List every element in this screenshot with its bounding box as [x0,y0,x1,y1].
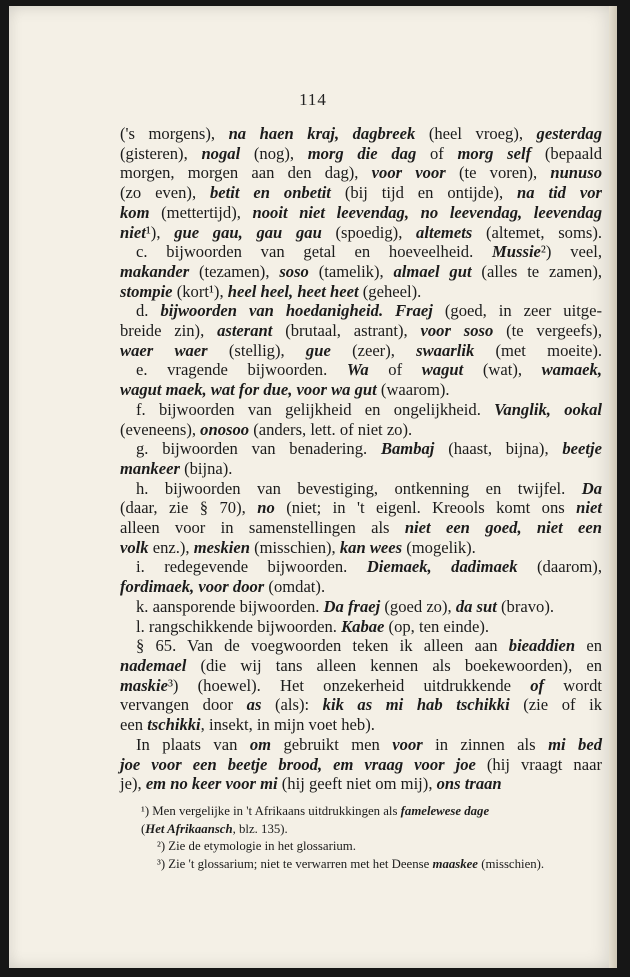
emphasis-term: voor [392,734,423,754]
text-run: ¹) Men vergelijke in 't Afrikaans uitdrukkingen als [141,804,401,818]
text-run: (hij geeft niet om mij), [277,774,437,794]
emphasis-term: makander [120,261,190,281]
emphasis-term: soso [279,261,309,281]
text-run: (kort¹), [172,281,228,301]
text-run: ³) (hoewel). Het onzekerheid uitdrukkende [167,675,531,695]
text-run: (die wij tans alleen kennen als boekewoorden), en [186,655,602,675]
emphasis-term: em no keer voor mi [145,774,278,794]
body-line [120,183,602,203]
text-run: gebruikt men [271,734,393,754]
text-run: (alles te zamen), [471,261,602,281]
text-run: (wat), [463,360,542,380]
emphasis-term: waer waer [120,340,208,360]
text-run: je), [120,774,146,794]
emphasis-term: nooit niet leevendag, no leevendag, leevendag [252,202,602,222]
emphasis-term: gue [305,340,331,360]
emphasis-term: volk [120,537,149,557]
text-run: (gisteren), [120,143,202,163]
body-line [120,557,602,577]
emphasis-term: morg die dag [307,143,417,163]
text-run: (op, ten einde). [384,616,490,636]
text-run: wordt [544,675,602,695]
body-line [120,262,602,282]
text-run: i. redegevende bijwoorden. [136,557,367,577]
body-line [120,439,602,459]
text-run: vervangen door [120,695,247,715]
emphasis-term: kik as mi hab tschikki [322,695,510,715]
emphasis-term: wamaek, [541,360,602,380]
text-run: (als): [261,695,323,715]
text-run: (mogelik). [402,537,476,557]
text-run: l. rangschikkende bijwoorden. [136,616,342,636]
body-line [120,695,602,715]
body-line [120,498,602,518]
text-run: (stellig), [207,340,306,360]
text-run: enz.), [148,537,194,557]
text-run: ¹), [145,222,175,242]
emphasis-term: wagut maek, wat for due, voor wa gut [120,380,377,400]
text-run: ³) Zie 't glossarium; niet te verwarren met het Deense [157,856,433,871]
text-run: (te voren), [445,163,551,183]
text-run: morgen, morgen aan den dag), [120,163,372,183]
emphasis-term: Vanglik, ookal [494,399,602,419]
body-line [120,735,602,755]
footnote-line [141,856,603,874]
text-run: In plaats van [136,734,250,754]
body-line [120,597,602,617]
emphasis-term: maaskee [432,856,478,871]
emphasis-term: altemets [416,222,473,242]
emphasis-term: nogal [201,143,241,163]
emphasis-term: Diemaek, dadimaek [366,557,518,577]
emphasis-term: betit en onbetit [210,183,331,203]
book-page [9,6,617,968]
emphasis-term: Bambaj [380,439,435,459]
body-line [120,715,602,735]
text-run: (zie of ik [509,695,602,715]
text-run: (daarom), [517,557,602,577]
body-line [120,636,602,656]
emphasis-term: gesterdag [536,124,602,143]
text-run: alleen voor in samenstellingen als [120,518,405,538]
text-run: (eveneens), [120,419,201,439]
emphasis-term: Wa [346,360,369,380]
emphasis-term: Da fraej [323,596,381,616]
text-run: h. bijwoorden van bevestiging, ontkenning en twijfel. [136,478,582,498]
emphasis-term: ons traan [436,774,502,794]
text-run: e. vragende bijwoorden. [136,360,347,380]
text-run: een [120,715,148,735]
text-run: (tezamen), [189,261,280,281]
emphasis-term: almael gut [393,261,472,281]
body-line [120,301,602,321]
emphasis-term: beetje [562,439,602,459]
text-run: breide zin), [120,321,218,341]
page-edge-shadow [609,6,617,968]
text-run: en [575,636,602,656]
emphasis-term: Het Afrikaansch [145,821,233,836]
emphasis-term: famelewese dage [400,804,490,818]
text-run: (omdat). [264,577,326,597]
text-run: (heel vroeg), [415,124,537,143]
emphasis-term: fordimaek, voor door [120,577,265,597]
text-run: (geheel). [358,281,422,301]
text-run: k. aansporende bijwoorden. [136,596,324,616]
footnote-line [141,803,603,821]
emphasis-term: as [246,695,262,715]
emphasis-term: tschikki [147,715,201,735]
emphasis-term: mi bed [548,734,603,754]
emphasis-term: maskie [120,675,168,695]
text-run: , insekt, in mijn voet heb). [200,715,375,735]
emphasis-term: mankeer [120,458,180,478]
body-line [120,459,602,479]
body-line [120,518,602,538]
text-run: c. bijwoorden van getal en hoeveelheid. [136,242,493,262]
body-line [120,755,602,775]
body-line [120,144,602,164]
text-run: (goed, in zeer uitge- [432,301,602,321]
body-line [120,617,602,637]
text-run: (zeer), [330,340,417,360]
emphasis-term: swaarlik [416,340,475,360]
emphasis-term: no [257,498,275,518]
emphasis-term: of [530,675,545,695]
text-run: (tamelik), [308,261,394,281]
text-run: (bepaald [531,143,602,163]
emphasis-term: niet [576,498,602,518]
body-line [120,282,602,302]
body-line [120,676,602,696]
text-run: (brutaal, astrant), [272,321,421,341]
footnotes [141,803,603,873]
emphasis-term: wagut [421,360,464,380]
text-run: (bijna). [179,458,233,478]
body-line [120,774,602,794]
text-run: (haast, bijna), [434,439,563,459]
emphasis-term: asterant [217,321,273,341]
body-line [120,577,602,597]
text-run: of [368,360,422,380]
text-run: (nog), [240,143,308,163]
body-line [120,380,602,400]
text-run: ²) Zie de etymologie in het glossarium. [157,839,356,854]
text-run: (te vergeefs), [493,321,602,341]
emphasis-term: Da [581,478,602,498]
text-run: (goed zo), [380,596,456,616]
emphasis-term: morg self [457,143,532,163]
text-run: (waarom). [376,380,450,400]
body-text [120,124,602,794]
text-run: (altemet, soms). [472,222,602,242]
emphasis-term: nademael [120,655,187,675]
text-run: (niet; in 't eigenl. Kreools komt ons [274,498,577,518]
emphasis-term: kom [120,202,150,222]
text-run: d. [136,301,161,321]
emphasis-term: Kabae [341,616,385,636]
text-run: (bij tijd en ontijde), [330,183,518,203]
footnote-line [141,838,603,856]
emphasis-term: na tid vor [517,183,602,203]
text-run: in zinnen als [422,734,549,754]
text-run: § 65. Van de voegwoorden teken ik alleen aan [136,636,509,656]
body-line [120,242,602,262]
emphasis-term: niet een goed, niet een [404,518,603,538]
body-line [120,163,602,183]
text-run: ²) veel, [540,242,603,262]
emphasis-term: Mussie [492,242,541,262]
emphasis-term: heel heel, heet heet [227,281,359,301]
text-run: ('s morgens), [120,124,229,143]
emphasis-term: bijwoorden van hoedanigheid. Fraej [160,301,433,321]
emphasis-term: da sut [455,596,497,616]
text-run: ( [141,821,146,836]
body-line [120,360,602,380]
body-line [120,538,602,558]
text-run: g. bijwoorden van benadering. [136,439,381,459]
page-number: 114 [299,90,327,109]
text-run: (daar, zie § 70), [120,498,258,518]
text-run: (mettertijd), [149,202,253,222]
emphasis-term: kan wees [339,537,403,557]
emphasis-term: joe voor een beetje brood, em vraag voor joe [120,754,476,774]
text-run: (anders, lett. of niet zo). [249,419,413,439]
body-line [120,223,602,243]
body-line [120,341,602,361]
text-run: (met moeite). [474,340,602,360]
emphasis-term: gue gau, gau gau [174,222,322,242]
text-run: (bravo). [496,596,554,616]
body-line [120,656,602,676]
body-line [120,203,602,223]
body-line [120,420,602,440]
emphasis-term: onosoo [200,419,250,439]
body-line [120,479,602,499]
text-run: (misschien), [249,537,340,557]
text-run: (misschien). [478,856,545,871]
body-line [120,124,602,144]
emphasis-term: stompie [120,281,173,301]
emphasis-term: bieaddien [508,636,576,656]
body-line [120,400,602,420]
text-run: (zo even), [120,183,210,203]
body-line [120,321,602,341]
text-run: , blz. 135). [232,821,288,836]
emphasis-term: nunuso [550,163,603,183]
emphasis-term: voor soso [420,321,494,341]
emphasis-term: na haen kraj, dagbreek [228,124,416,143]
emphasis-term: niet [120,222,146,242]
text-run: of [416,143,458,163]
emphasis-term: voor voor [371,163,446,183]
emphasis-term: meskien [193,537,250,557]
footnote-line [141,821,603,839]
text-run: (spoedig), [321,222,417,242]
text-run: (hij vraagt naar [475,754,602,774]
text-run: f. bijwoorden van gelijkheid en ongelijkheid. [136,399,495,419]
emphasis-term: om [249,734,272,754]
